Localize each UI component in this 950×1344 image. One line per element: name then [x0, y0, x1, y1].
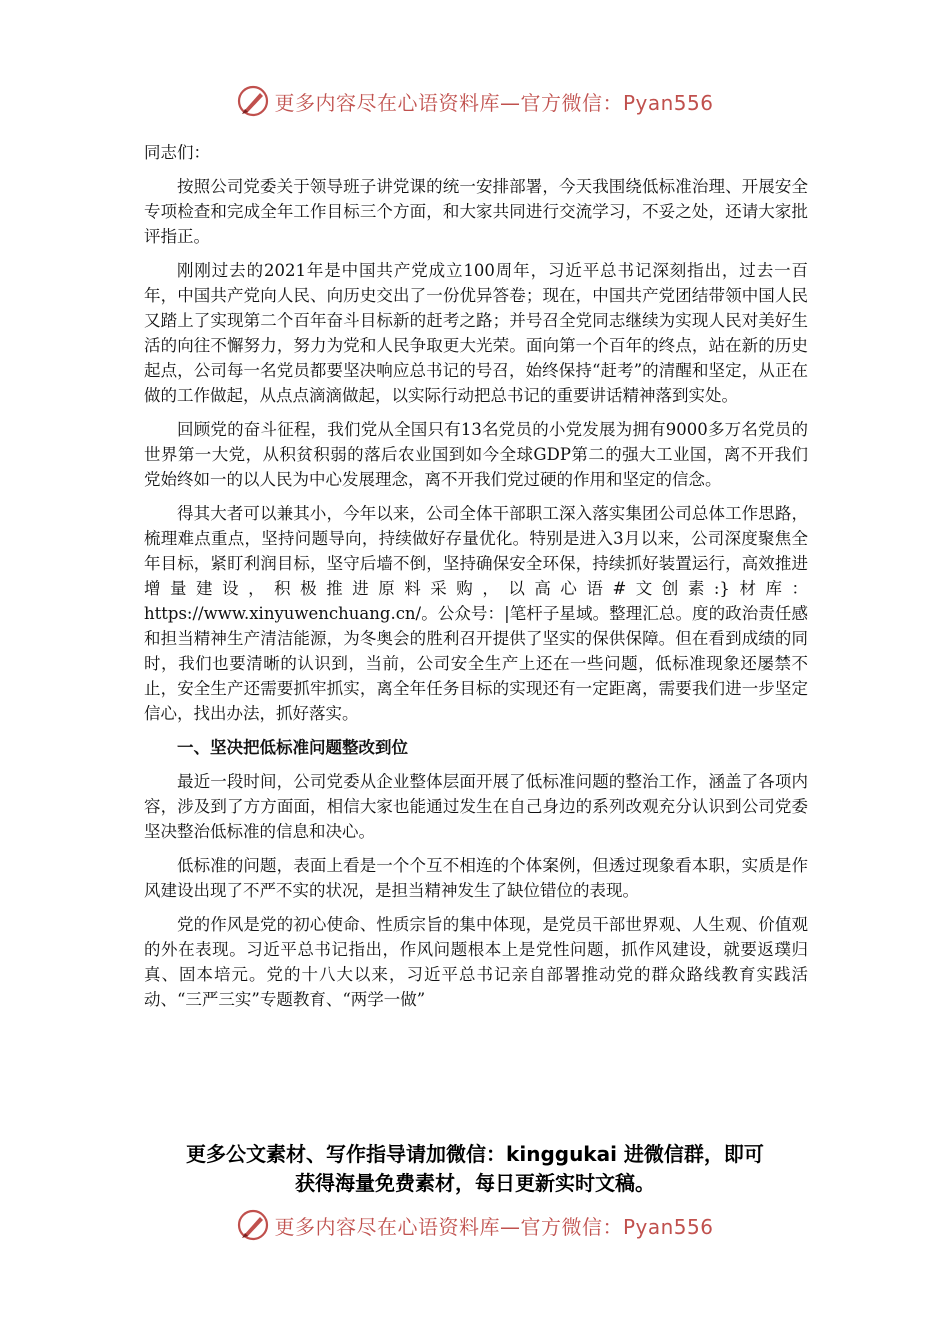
section-heading: 一、坚决把低标准问题整改到位	[177, 738, 408, 757]
salutation: 同志们：	[144, 143, 210, 162]
paragraph: 党的作风是党的初心使命、性质宗旨的集中体现，是党员干部世界观、人生观、价值观的外在表现。习近平总书记指出，作风问题根本上是党性问题，抓作风建设，就要返璞归真、固本培元。党的十八大以来，习近平总书记亲自部署推动党的群众路线教育实践活动、“三严三实”专题教育、“两学一做”	[144, 915, 808, 1009]
paragraph: 按照公司党委关于领导班子讲党课的统一安排部署，今天我围绕低标准治理、开展安全专项检查和完成全年工作目标三个方面，和大家共同进行交流学习，不妥之处，还请大家批评指正。	[144, 177, 808, 246]
promo-notice	[0, 1140, 950, 1198]
paragraph: 得其大者可以兼其小，今年以来，公司全体干部职工深入落实集团公司总体工作思路，梳理难点重点，坚持问题导向，持续做好存量优化。特别是进入3月以来，公司深度聚焦全年目标，紧盯利润目标，坚守后墙不倒，坚持确保安全环保，持续抓好装置运行，高效推进增量建设，积极推进原料采购，以高心语#文创素:}材库：https://www.xinyuwenchuang.cn/。公众号：|笔杆子星域。整理汇总。度的政治责任感和担当精神生产清洁能源，为冬奥会的胜利召开提供了坚实的保供保障。但在看到成绩的同时，我们也要清晰的认识到，当前，公司安全生产上还在一些问题，低标准现象还屡禁不止，安全生产还需要抓牢抓实，离全年任务目标的实现还有一定距离，需要我们进一步坚定信心，找出办法，抓好落实。	[144, 504, 808, 723]
document-body	[144, 140, 808, 1021]
paragraph: 低标准的问题，表面上看是一个个互不相连的个体案例，但透过现象看本职，实质是作风建设出现了不严不实的状况，是担当精神发生了缺位错位的表现。	[144, 856, 808, 900]
header-banner-text: 更多内容尽在心语资料库—官方微信：Pyan556	[274, 90, 714, 115]
promo-line: 获得海量免费素材，每日更新实时文稿。	[295, 1171, 655, 1195]
paragraph: 最近一段时间，公司党委从企业整体层面开展了低标准问题的整治工作，涵盖了各项内容，涉及到了方方面面，相信大家也能通过发生在自己身边的系列改观充分认识到公司党委坚决整治低标准的信息和决心。	[144, 772, 808, 841]
pen-logo-icon	[236, 1208, 270, 1242]
footer-banner-text: 更多内容尽在心语资料库—官方微信：Pyan556	[274, 1214, 714, 1239]
paragraph: 回顾党的奋斗征程，我们党从全国只有13名党员的小党发展为拥有9000多万名党员的世界第一大党，从积贫积弱的落后农业国到如今全球GDP第二的强大工业国，离不开我们党始终如一的以人民为中心发展理念，离不开我们党过硬的作用和坚定的信念。	[144, 420, 808, 489]
promo-line: 更多公文素材、写作指导请加微信：kinggukai 进微信群，即可	[186, 1142, 764, 1166]
footer-banner	[0, 1208, 950, 1242]
paragraph: 刚刚过去的2021年是中国共产党成立100周年，习近平总书记深刻指出，过去一百年，中国共产党向人民、向历史交出了一份优异答卷；现在，中国共产党团结带领中国人民又踏上了实现第二个百年奋斗目标新的赶考之路；并号召全党同志继续为实现人民对美好生活的向往不懈努力，努力为党和人民争取更大光荣。面向第一个百年的终点，站在新的历史起点，公司每一名党员都要坚决响应总书记的号召，始终保持“赶考”的清醒和坚定，从正在做的工作做起，从点点滴滴做起，以实际行动把总书记的重要讲话精神落到实处。	[144, 261, 808, 405]
